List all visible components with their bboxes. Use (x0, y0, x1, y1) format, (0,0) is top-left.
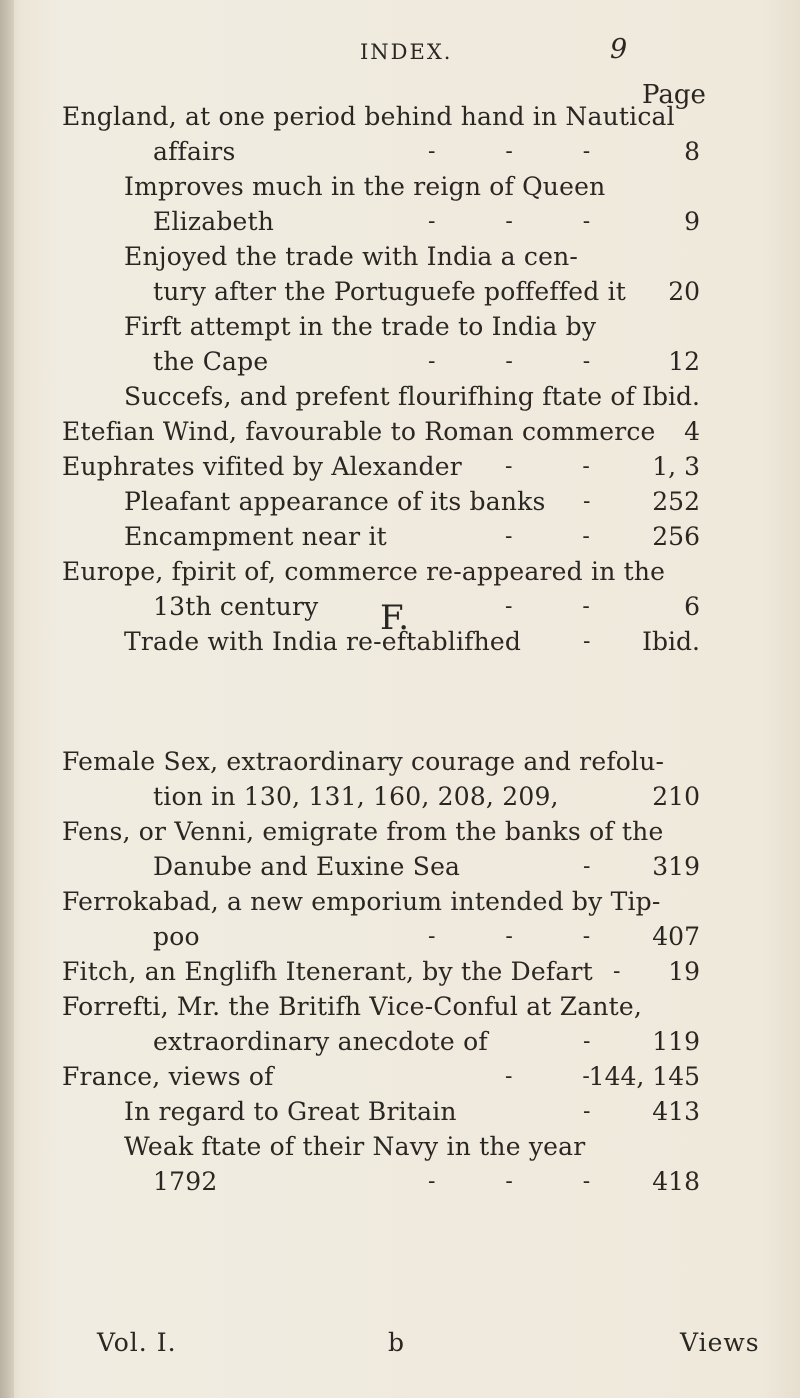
leader-dashes: - - (505, 1064, 590, 1089)
leader-dashes: - (583, 1099, 591, 1124)
catchword: Views (680, 1328, 760, 1357)
entry-text: Danube and Euxine Sea (153, 852, 461, 881)
section-letter: F. (380, 598, 410, 638)
page-reference: 144, 145 (588, 1062, 700, 1091)
entry-text: France, views of (62, 1062, 274, 1091)
entry-text: Firft attempt in the trade to India by (124, 312, 597, 341)
leader-dashes: - - (505, 454, 590, 479)
page-reference: 119 (652, 1027, 700, 1056)
page-reference: 413 (652, 1097, 700, 1126)
entry-text: extraordinary anecdote of (153, 1027, 488, 1056)
page-reference: 4 (684, 417, 700, 446)
signature-mark: b (388, 1328, 405, 1357)
entry-text: Succefs, and prefent flourifhing ftate of (124, 382, 636, 411)
entry-text: Pleafant appearance of its banks (124, 487, 546, 516)
entry-text: Enjoyed the trade with India a cen- (124, 242, 579, 271)
page-reference: 9 (684, 207, 700, 236)
entry-text: Improves much in the reign of Queen (124, 172, 606, 201)
volume-label: Vol. I. (97, 1328, 177, 1357)
entry-text: poo (153, 922, 200, 951)
leader-dashes: - - - (428, 349, 591, 374)
leader-dashes: - - (505, 524, 590, 549)
entry-text: tion in 130, 131, 160, 208, 209, (153, 782, 559, 811)
page-reference: 19 (668, 957, 700, 986)
entry-text: 1792 (153, 1167, 218, 1196)
entry-text: Etefian Wind, favourable to Roman commerce (62, 417, 656, 446)
page-column-label: Page (642, 80, 706, 110)
entry-text: tury after the Portuguefe poffeffed it (153, 277, 627, 306)
leader-dashes: - - - (428, 209, 591, 234)
page-reference: 1, 3 (652, 452, 700, 481)
leader-dashes: - (583, 629, 591, 654)
page-reference: 319 (652, 852, 700, 881)
leader-dashes: - (583, 1029, 591, 1054)
page-reference: 252 (652, 487, 700, 516)
page-reference: Ibid. (642, 627, 700, 656)
page-reference: 418 (652, 1167, 700, 1196)
page-reference: Ibid. (642, 382, 700, 411)
page-reference: 12 (668, 347, 700, 376)
leader-dashes: - - - (428, 1169, 591, 1194)
entry-text: Elizabeth (153, 207, 275, 236)
entry-text: Forrefti, Mr. the Britifh Vice-Conful at Zante, (62, 992, 643, 1021)
entry-text: 13th century (153, 592, 319, 621)
entry-text: affairs (153, 137, 236, 166)
entry-text: Fitch, an Englifh Itenerant, by the Defart (62, 957, 593, 986)
leader-dashes: - (583, 854, 591, 879)
page-reference: 20 (668, 277, 700, 306)
entry-text: Europe, fpirit of, commerce re-appeared in the (62, 557, 666, 586)
entry-text: Trade with India re-eftablifhed (124, 627, 522, 656)
entry-text: Encampment near it (124, 522, 387, 551)
entry-text: Euphrates vifited by Alexander (62, 452, 462, 481)
page-header (0, 34, 800, 70)
leader-dashes: - - - (428, 139, 591, 164)
page-footer (0, 1328, 800, 1368)
entry-text: Female Sex, extraordinary courage and refolu- (62, 747, 665, 776)
entry-text: England, at one period behind hand in Nautical (62, 102, 675, 131)
page-reference: 210 (652, 782, 700, 811)
book-binding-edge (0, 0, 14, 1398)
leader-dashes: - - (505, 594, 590, 619)
entry-text: Ferrokabad, a new emporium intended by Tip- (62, 887, 661, 916)
page-reference: 256 (652, 522, 700, 551)
page-reference: 407 (652, 922, 700, 951)
entry-text: In regard to Great Britain (124, 1097, 457, 1126)
page-reference: 8 (684, 137, 700, 166)
entry-text: the Cape (153, 347, 269, 376)
leader-dashes: - (583, 489, 591, 514)
leader-dashes: - (613, 959, 621, 984)
page-number: 9 (610, 34, 630, 65)
entry-text: Weak ftate of their Navy in the year (124, 1132, 586, 1161)
leader-dashes: - - - (428, 924, 591, 949)
page-reference: 6 (684, 592, 700, 621)
running-head: INDEX. (360, 40, 453, 64)
entry-text: Fens, or Venni, emigrate from the banks of the (62, 817, 664, 846)
